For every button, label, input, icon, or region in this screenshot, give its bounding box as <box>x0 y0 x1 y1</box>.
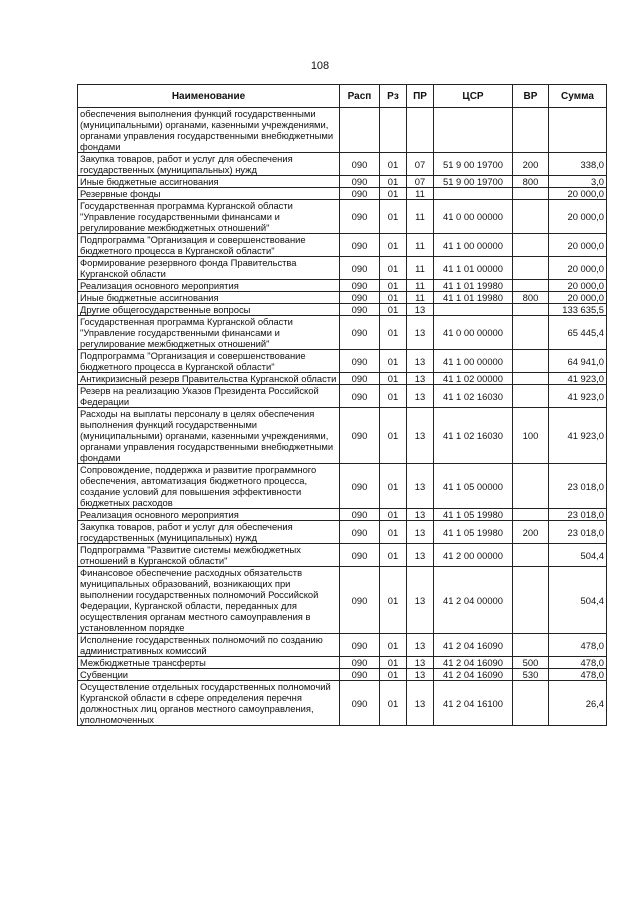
cell-rasp: 090 <box>340 350 380 373</box>
cell-sum: 20 000,0 <box>549 188 607 200</box>
cell-pr: 13 <box>407 681 434 726</box>
cell-name: Резервные фонды <box>78 188 340 200</box>
cell-rz: 01 <box>380 234 407 257</box>
cell-rasp: 090 <box>340 464 380 509</box>
header-pr: ПР <box>407 85 434 108</box>
cell-name: Иные бюджетные ассигнования <box>78 292 340 304</box>
cell-rz: 01 <box>380 681 407 726</box>
cell-pr: 11 <box>407 200 434 234</box>
page-number: 108 <box>310 60 330 72</box>
cell-vr <box>513 681 549 726</box>
cell-vr <box>513 464 549 509</box>
cell-rz: 01 <box>380 521 407 544</box>
cell-name: обеспечения выполнения функций государственными (муниципальными) органами, казенными учреждениями, органами управления государственными внебюджетными фондами <box>78 108 340 153</box>
cell-rasp <box>340 108 380 153</box>
cell-rasp: 090 <box>340 408 380 464</box>
cell-pr: 11 <box>407 257 434 280</box>
cell-rasp: 090 <box>340 153 380 176</box>
cell-sum: 133 635,5 <box>549 304 607 316</box>
cell-pr: 13 <box>407 657 434 669</box>
table-row <box>78 176 607 188</box>
cell-rasp: 090 <box>340 200 380 234</box>
table-row <box>78 385 607 408</box>
cell-vr <box>513 200 549 234</box>
cell-csr: 51 9 00 19700 <box>434 176 513 188</box>
header-rasp: Расп <box>340 85 380 108</box>
cell-name: Реализация основного мероприятия <box>78 280 340 292</box>
header-csr: ЦСР <box>434 85 513 108</box>
cell-rz: 01 <box>380 304 407 316</box>
cell-csr: 41 2 04 00000 <box>434 567 513 634</box>
cell-sum: 41 923,0 <box>549 385 607 408</box>
cell-csr: 41 1 05 19980 <box>434 521 513 544</box>
cell-vr <box>513 234 549 257</box>
cell-csr: 41 2 00 00000 <box>434 544 513 567</box>
cell-vr <box>513 316 549 350</box>
cell-vr <box>513 257 549 280</box>
table-row <box>78 188 607 200</box>
cell-csr: 41 2 04 16090 <box>434 657 513 669</box>
header-sum: Сумма <box>549 85 607 108</box>
cell-name: Сопровождение, поддержка и развитие программного обеспечения, автоматизация бюджетного процесса, создание условий для повышения эффективности бюджетных расходов <box>78 464 340 509</box>
cell-csr: 41 0 00 00000 <box>434 200 513 234</box>
cell-pr: 11 <box>407 292 434 304</box>
cell-csr: 51 9 00 19700 <box>434 153 513 176</box>
cell-name: Закупка товаров, работ и услуг для обеспечения государственных (муниципальных) нужд <box>78 521 340 544</box>
cell-sum: 478,0 <box>549 669 607 681</box>
cell-sum: 20 000,0 <box>549 280 607 292</box>
cell-vr <box>513 544 549 567</box>
cell-pr: 11 <box>407 280 434 292</box>
cell-name: Закупка товаров, работ и услуг для обеспечения государственных (муниципальных) нужд <box>78 153 340 176</box>
cell-sum: 23 018,0 <box>549 509 607 521</box>
cell-sum: 26,4 <box>549 681 607 726</box>
cell-pr: 13 <box>407 316 434 350</box>
cell-name: Государственная программа Курганской области "Управление государственными финансами и регулирование межбюджетных отношений" <box>78 316 340 350</box>
cell-csr: 41 1 02 00000 <box>434 373 513 385</box>
cell-rz: 01 <box>380 657 407 669</box>
cell-rz: 01 <box>380 280 407 292</box>
table-header-row <box>78 85 607 108</box>
cell-csr: 41 1 00 00000 <box>434 350 513 373</box>
cell-sum: 504,4 <box>549 567 607 634</box>
cell-sum: 20 000,0 <box>549 234 607 257</box>
cell-csr: 41 1 00 00000 <box>434 234 513 257</box>
table-row <box>78 316 607 350</box>
cell-csr: 41 1 02 16030 <box>434 385 513 408</box>
cell-rasp: 090 <box>340 257 380 280</box>
cell-rasp: 090 <box>340 669 380 681</box>
budget-table <box>77 84 607 726</box>
cell-vr <box>513 385 549 408</box>
cell-pr: 13 <box>407 567 434 634</box>
table-row <box>78 373 607 385</box>
cell-rz: 01 <box>380 408 407 464</box>
table-row <box>78 521 607 544</box>
cell-name: Другие общегосударственные вопросы <box>78 304 340 316</box>
cell-name: Иные бюджетные ассигнования <box>78 176 340 188</box>
cell-sum: 23 018,0 <box>549 521 607 544</box>
cell-rz: 01 <box>380 292 407 304</box>
cell-csr <box>434 108 513 153</box>
cell-rz: 01 <box>380 669 407 681</box>
cell-pr <box>407 108 434 153</box>
cell-sum: 64 941,0 <box>549 350 607 373</box>
cell-vr: 200 <box>513 521 549 544</box>
cell-rz: 01 <box>380 464 407 509</box>
cell-rz: 01 <box>380 200 407 234</box>
cell-sum: 478,0 <box>549 634 607 657</box>
cell-csr: 41 1 01 19980 <box>434 280 513 292</box>
cell-name: Межбюджетные трансферты <box>78 657 340 669</box>
cell-name: Формирование резервного фонда Правительства Курганской области <box>78 257 340 280</box>
cell-rz: 01 <box>380 567 407 634</box>
cell-vr <box>513 373 549 385</box>
cell-rasp: 090 <box>340 316 380 350</box>
table-row <box>78 464 607 509</box>
cell-vr <box>513 108 549 153</box>
cell-name: Реализация основного мероприятия <box>78 509 340 521</box>
header-name: Наименование <box>78 85 340 108</box>
cell-pr: 13 <box>407 634 434 657</box>
cell-name: Подпрограмма "Организация и совершенствование бюджетного процесса в Курганской области" <box>78 234 340 257</box>
cell-sum: 3,0 <box>549 176 607 188</box>
cell-csr: 41 2 04 16090 <box>434 669 513 681</box>
cell-sum: 20 000,0 <box>549 200 607 234</box>
cell-pr: 13 <box>407 385 434 408</box>
cell-sum: 338,0 <box>549 153 607 176</box>
cell-pr: 13 <box>407 521 434 544</box>
cell-rasp: 090 <box>340 176 380 188</box>
cell-vr <box>513 350 549 373</box>
table-row <box>78 108 607 153</box>
cell-rz: 01 <box>380 544 407 567</box>
cell-rz: 01 <box>380 257 407 280</box>
cell-vr <box>513 280 549 292</box>
cell-rz: 01 <box>380 373 407 385</box>
cell-rz: 01 <box>380 176 407 188</box>
cell-csr: 41 2 04 16100 <box>434 681 513 726</box>
cell-csr: 41 2 04 16090 <box>434 634 513 657</box>
table-row <box>78 567 607 634</box>
cell-name: Расходы на выплаты персоналу в целях обеспечения выполнения функций государственными (муниципальными) органами, казенными учреждениями, органами управления государственными внебюджетными фондами <box>78 408 340 464</box>
cell-name: Субвенции <box>78 669 340 681</box>
cell-sum: 65 445,4 <box>549 316 607 350</box>
cell-rasp: 090 <box>340 567 380 634</box>
cell-name: Исполнение государственных полномочий по созданию административных комиссий <box>78 634 340 657</box>
cell-sum: 478,0 <box>549 657 607 669</box>
table-row <box>78 200 607 234</box>
table-row <box>78 509 607 521</box>
cell-rasp: 090 <box>340 304 380 316</box>
table-row <box>78 657 607 669</box>
cell-csr: 41 1 05 19980 <box>434 509 513 521</box>
cell-rasp: 090 <box>340 657 380 669</box>
cell-vr <box>513 509 549 521</box>
cell-csr: 41 1 01 00000 <box>434 257 513 280</box>
cell-vr: 800 <box>513 176 549 188</box>
cell-rz: 01 <box>380 385 407 408</box>
cell-rasp: 090 <box>340 521 380 544</box>
cell-csr: 41 0 00 00000 <box>434 316 513 350</box>
cell-rasp: 090 <box>340 188 380 200</box>
table-row <box>78 234 607 257</box>
cell-vr <box>513 188 549 200</box>
cell-rz: 01 <box>380 316 407 350</box>
cell-name: Антикризисный резерв Правительства Курганской области <box>78 373 340 385</box>
cell-pr: 13 <box>407 408 434 464</box>
cell-vr: 530 <box>513 669 549 681</box>
cell-rasp: 090 <box>340 385 380 408</box>
header-rz: Рз <box>380 85 407 108</box>
table-row <box>78 292 607 304</box>
cell-csr: 41 1 05 00000 <box>434 464 513 509</box>
cell-sum: 504,4 <box>549 544 607 567</box>
cell-name: Финансовое обеспечение расходных обязательств муниципальных образований, возникающих при выполнении государственных полномочий Российской Федерации, Курганской области, переданных для осуществления органам местного самоуправления в установленном порядке <box>78 567 340 634</box>
cell-rz: 01 <box>380 153 407 176</box>
cell-pr: 11 <box>407 188 434 200</box>
table-row <box>78 153 607 176</box>
cell-vr: 500 <box>513 657 549 669</box>
cell-pr: 13 <box>407 509 434 521</box>
cell-pr: 07 <box>407 153 434 176</box>
cell-rasp: 090 <box>340 234 380 257</box>
cell-rz <box>380 108 407 153</box>
table-row <box>78 280 607 292</box>
cell-pr: 11 <box>407 234 434 257</box>
cell-sum: 41 923,0 <box>549 408 607 464</box>
cell-pr: 07 <box>407 176 434 188</box>
cell-vr: 200 <box>513 153 549 176</box>
header-vr: ВР <box>513 85 549 108</box>
table-row <box>78 304 607 316</box>
cell-rasp: 090 <box>340 373 380 385</box>
cell-pr: 13 <box>407 544 434 567</box>
table-row <box>78 634 607 657</box>
cell-vr: 100 <box>513 408 549 464</box>
cell-csr <box>434 188 513 200</box>
cell-pr: 13 <box>407 350 434 373</box>
cell-sum: 23 018,0 <box>549 464 607 509</box>
cell-name: Государственная программа Курганской области "Управление государственными финансами и регулирование межбюджетных отношений" <box>78 200 340 234</box>
cell-vr <box>513 304 549 316</box>
cell-sum: 20 000,0 <box>549 292 607 304</box>
cell-pr: 13 <box>407 669 434 681</box>
cell-csr <box>434 304 513 316</box>
cell-rasp: 090 <box>340 681 380 726</box>
cell-name: Подпрограмма "Развитие системы межбюджетных отношений в Курганской области" <box>78 544 340 567</box>
table-row <box>78 257 607 280</box>
cell-csr: 41 1 02 16030 <box>434 408 513 464</box>
cell-vr <box>513 634 549 657</box>
cell-csr: 41 1 01 19980 <box>434 292 513 304</box>
table-row <box>78 408 607 464</box>
cell-name: Резерв на реализацию Указов Президента Российской Федерации <box>78 385 340 408</box>
cell-name: Осуществление отдельных государственных полномочий Курганской области в сфере определения перечня должностных лиц органов местного самоуправления, уполномоченных <box>78 681 340 726</box>
cell-pr: 13 <box>407 304 434 316</box>
cell-rasp: 090 <box>340 634 380 657</box>
cell-pr: 13 <box>407 373 434 385</box>
cell-rasp: 090 <box>340 292 380 304</box>
table-row <box>78 544 607 567</box>
cell-rz: 01 <box>380 634 407 657</box>
cell-sum <box>549 108 607 153</box>
cell-rasp: 090 <box>340 280 380 292</box>
cell-rasp: 090 <box>340 509 380 521</box>
cell-pr: 13 <box>407 464 434 509</box>
cell-vr <box>513 567 549 634</box>
cell-vr: 800 <box>513 292 549 304</box>
cell-sum: 20 000,0 <box>549 257 607 280</box>
table-row <box>78 350 607 373</box>
cell-rz: 01 <box>380 350 407 373</box>
cell-rz: 01 <box>380 188 407 200</box>
table-row <box>78 681 607 726</box>
cell-name: Подпрограмма "Организация и совершенствование бюджетного процесса в Курганской области" <box>78 350 340 373</box>
cell-rasp: 090 <box>340 544 380 567</box>
cell-sum: 41 923,0 <box>549 373 607 385</box>
cell-rz: 01 <box>380 509 407 521</box>
table-row <box>78 669 607 681</box>
